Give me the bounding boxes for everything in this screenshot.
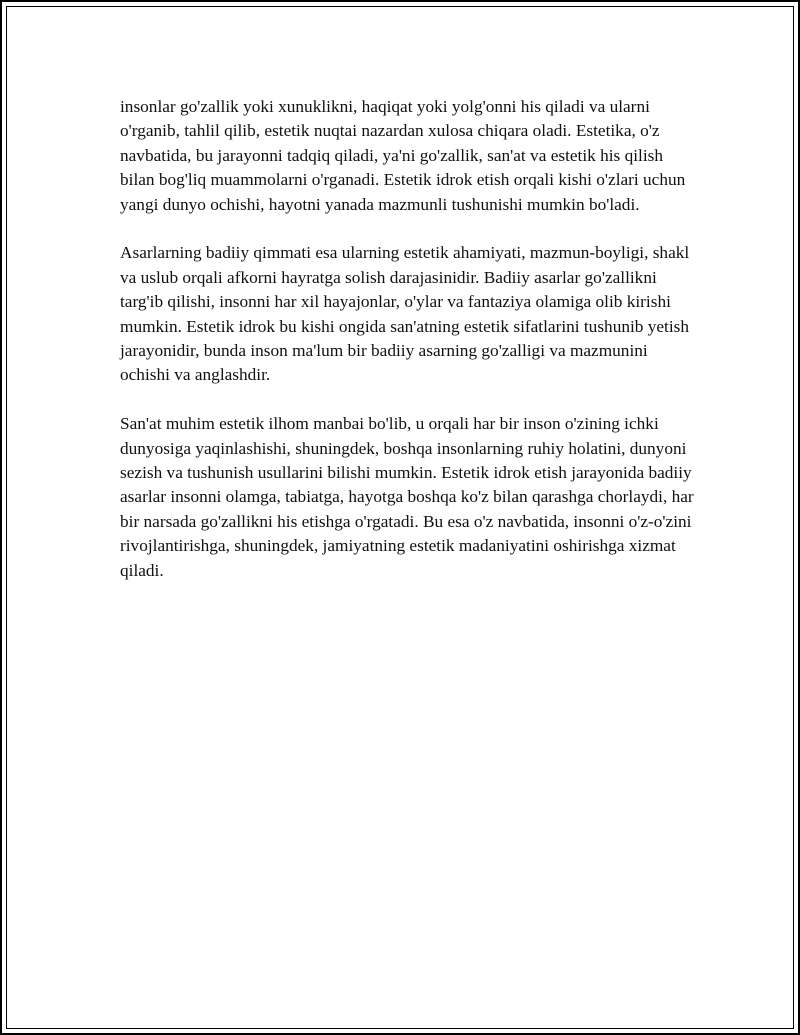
paragraph-3: San'at muhim estetik ilhom manbai bo'lib, u orqali har bir inson o'zining ichki dunyosiga yaqinlashishi, shuningdek, boshqa insonlarning ruhiy holatini, dunyoni sezish va tushunish usullarini bilishi mumkin. Estetik idrok etish jarayonida badiiy asarlar insonni olamga, tabiatga, hayotga boshqa ko'z bilan qarashga chorlaydi, har bir narsada go'zallikni his etishga o'rgatadi. Bu esa o'z navbatida, insonni o'z-o'zini rivojlantirishga, shuningdek, jamiyatning estetik madaniyatini oshirishga xizmat qiladi.: [120, 414, 694, 580]
document-body: [120, 95, 700, 607]
paragraph-2: Asarlarning badiiy qimmati esa ularning estetik ahamiyati, mazmun-boyligi, shakl va uslub orqali afkorni hayratga solish darajasinidir. Badiiy asarlar go'zallikni targ'ib qilishi, insonni har xil hayajonlar, o'ylar va fantaziya olamiga olib kirishi mumkin. Estetik idrok bu kishi ongida san'atning estetik sifatlarini tushunib yetish jarayonidir, bunda inson ma'lum bir badiiy asarning go'zalligi va mazmunini ochishi va anglashdir.: [120, 243, 690, 385]
paragraph-1: insonlar go'zallik yoki xunuklikni, haqiqat yoki yolg'onni his qiladi va ularni o'rganib, tahlil qilib, estetik nuqtai nazardan xulosa chiqara oladi. Estetika, o'z navbatida, bu jarayonni tadqiq qiladi, ya'ni go'zallik, san'at va estetik his qilish bilan bog'liq muammolarni o'rganadi. Estetik idrok etish orqali kishi o'zlari uchun yangi dunyo ochishi, hayotni yanada mazmunli tushunishi mumkin bo'ladi.: [120, 97, 686, 214]
